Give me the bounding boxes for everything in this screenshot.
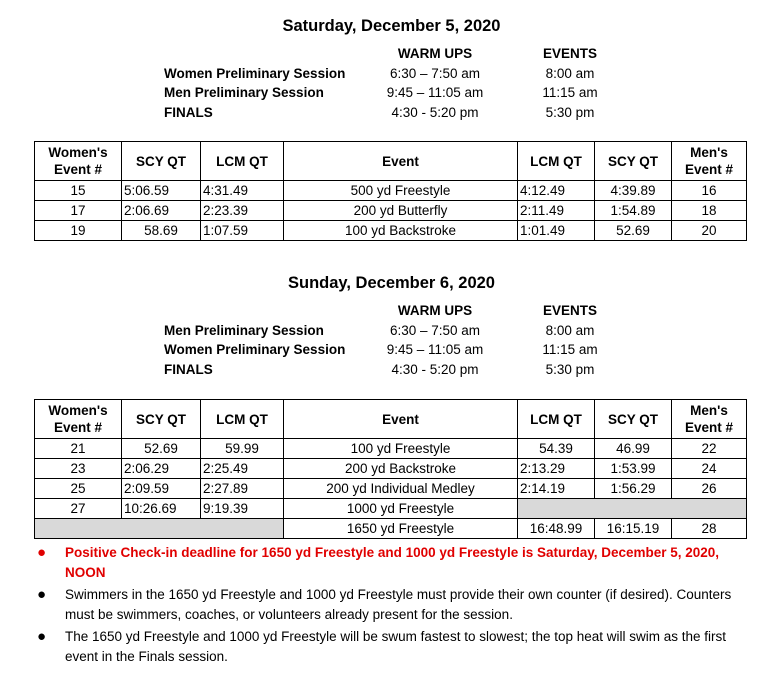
table-row [35,181,747,201]
column-header: LCM QT [201,400,284,439]
table-cell-empty [35,519,284,539]
day2-events-table [34,399,747,539]
table-cell: 1000 yd Freestyle [284,499,518,519]
table-cell: 2:23.39 [201,201,284,221]
day1-session-label: Women Preliminary Session [164,66,346,81]
table-cell: 54.39 [518,439,595,459]
column-header: Women's Event # [35,142,122,181]
table-cell: 16:15.19 [595,519,672,539]
table-row [35,221,747,241]
table-row [35,499,747,519]
table-cell: 2:06.69 [122,201,201,221]
table-cell: 26 [672,479,747,499]
table-cell: 1:54.89 [595,201,672,221]
column-header: LCM QT [518,400,595,439]
table-row [35,479,747,499]
table-cell: 24 [672,459,747,479]
table-cell: 46.99 [595,439,672,459]
day2-session-label: Men Preliminary Session [164,323,324,338]
day2-events-header: EVENTS [542,303,597,318]
table-cell: 200 yd Individual Medley [284,479,518,499]
column-header: LCM QT [518,142,595,181]
bullet-icon: ● [37,586,47,603]
day2-session-event: 8:00 am [545,323,595,338]
day2-session-warmup: 6:30 – 7:50 am [389,323,481,338]
day1-session-label: Men Preliminary Session [164,85,324,100]
table-row [35,459,747,479]
note-text: Swimmers in the 1650 yd Freestyle and 1000 yd Freestyle must provide their own counter (if desired). Counters must be swimmers, coaches, or volunteers already present for the session. [65,587,732,622]
table-header-row [35,400,747,439]
table-cell: 9:19.39 [201,499,284,519]
table-cell: 1650 yd Freestyle [284,519,518,539]
table-cell: 15 [35,181,122,201]
table-cell: 2:06.29 [122,459,201,479]
table-cell: 52.69 [595,221,672,241]
table-cell: 1:56.29 [595,479,672,499]
column-header: Men's Event # [672,142,747,181]
table-cell: 4:12.49 [518,181,595,201]
table-cell: 100 yd Backstroke [284,221,518,241]
table-cell: 200 yd Backstroke [284,459,518,479]
day2-session-event: 5:30 pm [545,362,595,377]
table-cell: 200 yd Butterfly [284,201,518,221]
table-cell: 2:14.19 [518,479,595,499]
day1-session-warmup: 6:30 – 7:50 am [389,66,481,81]
table-cell-empty [518,499,747,519]
day1-session-event: 11:15 am [542,85,598,100]
table-cell: 2:09.59 [122,479,201,499]
day1-session-warmup: 4:30 - 5:20 pm [391,105,479,120]
table-cell: 2:27.89 [201,479,284,499]
note-item-counters [34,585,746,624]
table-cell: 28 [672,519,747,539]
column-header: Men's Event # [672,400,747,439]
table-cell: 1:01.49 [518,221,595,241]
table-row [35,201,747,221]
day1-session-event: 5:30 pm [545,105,595,120]
day2-warmups-header: WARM UPS [397,303,473,318]
note-item-checkin-deadline [34,543,746,582]
table-cell: 20 [672,221,747,241]
table-cell: 1:07.59 [201,221,284,241]
table-cell: 16 [672,181,747,201]
table-cell: 5:06.59 [122,181,201,201]
table-cell: 10:26.69 [122,499,201,519]
table-cell: 52.69 [122,439,201,459]
table-row [35,519,747,539]
note-item-seeding [34,627,746,666]
table-row [35,439,747,459]
table-cell: 23 [35,459,122,479]
table-cell: 1:53.99 [595,459,672,479]
day1-title: Saturday, December 5, 2020 [282,17,501,35]
table-cell: 59.99 [201,439,284,459]
table-cell: 25 [35,479,122,499]
bullet-icon: ● [37,544,47,561]
day2-session-label: Women Preliminary Session [164,342,346,357]
table-cell: 16:48.99 [518,519,595,539]
table-cell: 2:11.49 [518,201,595,221]
day2-session-event: 11:15 am [542,342,598,357]
table-cell: 2:13.29 [518,459,595,479]
day2-title: Sunday, December 6, 2020 [288,274,495,292]
day2-session-warmup: 4:30 - 5:20 pm [391,362,479,377]
table-cell: 4:39.89 [595,181,672,201]
table-header-row [35,142,747,181]
table-cell: 18 [672,201,747,221]
table-cell: 100 yd Freestyle [284,439,518,459]
table-cell: 22 [672,439,747,459]
day2-session-label: FINALS [164,362,213,377]
table-cell: 21 [35,439,122,459]
column-header: SCY QT [595,142,672,181]
note-text: Positive Check-in deadline for 1650 yd Freestyle and 1000 yd Freestyle is Saturday, December 5, 2020, NOON [65,545,720,580]
day2-schedule [0,301,783,381]
table-cell: 500 yd Freestyle [284,181,518,201]
day1-events-header: EVENTS [542,46,597,61]
day1-events-table [34,141,747,241]
column-header: Event [284,400,518,439]
column-header: SCY QT [122,142,201,181]
column-header: LCM QT [201,142,284,181]
table-cell: 27 [35,499,122,519]
column-header: Women's Event # [35,400,122,439]
bullet-icon: ● [37,628,47,645]
column-header: SCY QT [122,400,201,439]
column-header: SCY QT [595,400,672,439]
day1-session-event: 8:00 am [545,66,595,81]
table-cell: 17 [35,201,122,221]
table-cell: 4:31.49 [201,181,284,201]
table-cell: 2:25.49 [201,459,284,479]
notes-list [34,543,746,669]
day1-warmups-header: WARM UPS [397,46,473,61]
day1-schedule [0,44,783,124]
day1-session-warmup: 9:45 – 11:05 am [386,85,484,100]
table-cell: 19 [35,221,122,241]
column-header: Event [284,142,518,181]
note-text: The 1650 yd Freestyle and 1000 yd Freestyle will be swum fastest to slowest; the top heat will swim as the first event in the Finals session. [65,629,727,664]
day2-session-warmup: 9:45 – 11:05 am [386,342,484,357]
day1-session-label: FINALS [164,105,213,120]
table-cell: 58.69 [122,221,201,241]
